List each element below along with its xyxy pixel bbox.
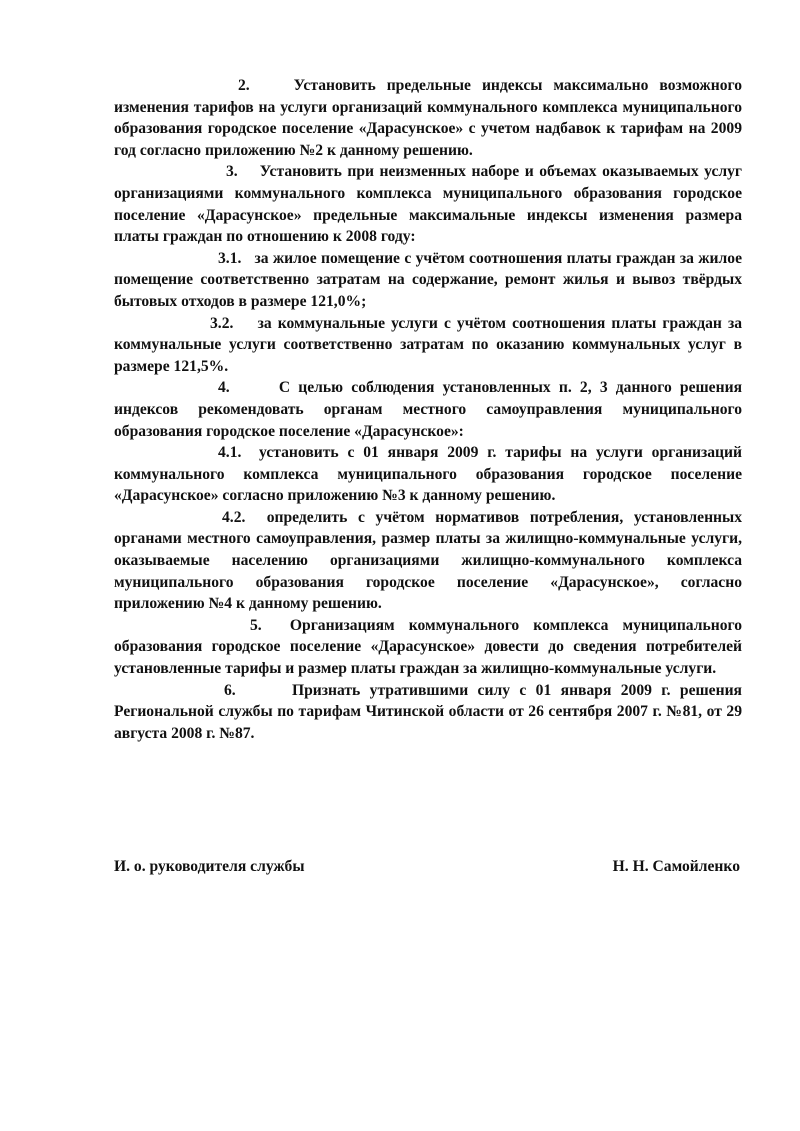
paragraph-5	[114, 615, 742, 680]
paragraph-text: Установить предельные индексы максимально возможного изменения тарифов на услуги организаций коммунального комплекса муниципального образования городское поселение «Дарасунское» с учетом надбавок к тарифам на 2009 год согласно приложению №2 к данному решению.	[114, 77, 742, 159]
paragraph-text: Установить при неизменных наборе и объемах оказываемых услуг организациями коммунального комплекса муниципального образования городское поселение «Дарасунское» предельные максимальные индексы изменения размера платы граждан по отношению к 2008 году:	[114, 163, 743, 246]
paragraph-number: 6.	[224, 681, 236, 699]
paragraph-text: С целью соблюдения установленных п. 2, 3 данного решения индексов рекомендовать органам местного самоуправления муниципального образования городское поселение «Дарасунское»:	[114, 379, 743, 440]
paragraph-number: 4.1.	[218, 444, 242, 462]
paragraph-2	[114, 75, 742, 161]
paragraph-3-2	[114, 313, 742, 378]
signatory-position: И. о. руководителя службы	[114, 858, 305, 875]
paragraph-number: 5.	[250, 616, 262, 634]
paragraph-4-2	[114, 507, 742, 615]
paragraph-number: 4.	[218, 379, 230, 397]
paragraph-text: установить с 01 января 2009 г. тарифы на услуги организаций коммунального комплекса муниципального образования городское поселение «Дарасунское» согласно приложению №3 к данному решению.	[114, 444, 742, 505]
paragraph-number: 2.	[238, 77, 250, 94]
paragraph-4-1	[114, 442, 742, 507]
paragraph-text: Признать утратившими силу с 01 января 2009 г. решения Региональной службы по тарифам Читинской области от 26 сентября 2007 г. №81, от 29 августа 2008 г. №87.	[114, 681, 742, 742]
paragraph-number: 3.	[226, 163, 238, 181]
signatory-name: Н. Н. Самойленко	[612, 858, 740, 875]
paragraph-number: 3.1.	[218, 249, 242, 267]
paragraph-3-1	[114, 248, 742, 313]
paragraph-3	[114, 161, 742, 247]
paragraph-text: за коммунальные услуги с учётом соотношения платы граждан за коммунальные услуги соответственно затратам по оказанию коммунальных услуг в размере 121,5%.	[114, 314, 743, 375]
signature-block	[114, 856, 740, 877]
paragraph-text: Организациям коммунального комплекса муниципального образования городское поселение «Дарасунское» довести до сведения потребителей установленные тарифы и размер платы граждан за жилищно-коммунальные услуги.	[114, 616, 743, 678]
paragraph-text: определить с учётом нормативов потребления, установленных органами местного самоуправления, размер платы за жилищно-коммунальные услуги, оказываемые населению организациями жилищно-коммунального комплекса муниципального образования городское поселение «Дарасунское», согласно приложению №4 к данному решению.	[114, 508, 743, 613]
paragraph-number: 4.2.	[222, 508, 246, 526]
paragraph-number: 3.2.	[210, 314, 234, 332]
document-body	[114, 75, 742, 744]
paragraph-4	[114, 377, 742, 442]
paragraph-6	[114, 680, 742, 745]
paragraph-text: за жилое помещение с учётом соотношения платы граждан за жилое помещение соответственно затратам на содержание, ремонт жилья и вывоз твёрдых бытовых отходов в размере 121,0%;	[114, 249, 742, 310]
